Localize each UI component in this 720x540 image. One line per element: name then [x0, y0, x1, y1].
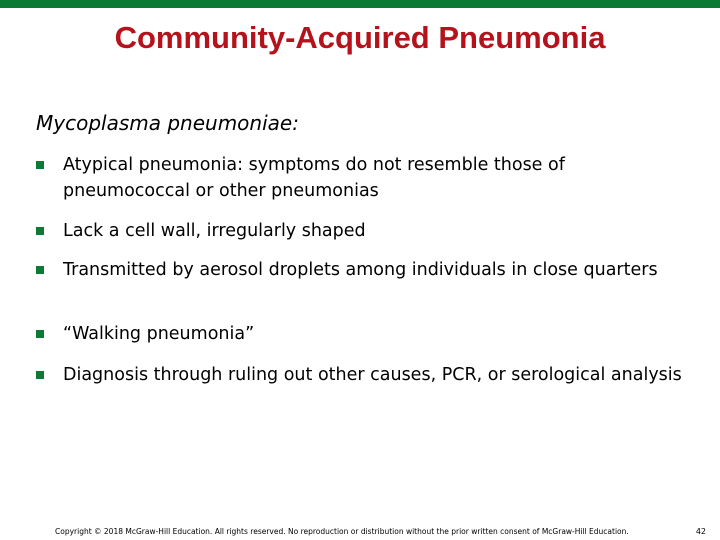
bullet-item [36, 321, 686, 347]
bullet-text: Lack a cell wall, irregularly shaped [63, 221, 366, 241]
square-bullet-icon [36, 227, 44, 235]
bullet-item [36, 152, 686, 204]
slide-title: Community-Acquired Pneumonia [114, 20, 606, 55]
bullet-item [36, 257, 686, 283]
bullet-text: Atypical pneumonia: symptoms do not resemble those of pneumococcal or other pneumonias [63, 155, 565, 201]
bullet-text: “Walking pneumonia” [63, 324, 255, 344]
copyright-notice: Copyright © 2018 McGraw-Hill Education. All rights reserved. No reproduction or distribution without the prior written consent of McGraw-Hill Education. [55, 527, 629, 536]
square-bullet-icon [36, 161, 44, 169]
slide-footer [0, 526, 720, 540]
square-bullet-icon [36, 371, 44, 379]
top-accent-bar [0, 0, 720, 8]
square-bullet-icon [36, 330, 44, 338]
square-bullet-icon [36, 266, 44, 274]
bullet-text: Transmitted by aerosol droplets among individuals in close quarters [63, 260, 658, 280]
slide-subtitle: Mycoplasma pneumoniae: [36, 111, 299, 135]
page-number: 42 [695, 527, 706, 536]
bullet-item [36, 218, 686, 244]
bullet-item [36, 362, 686, 388]
bullet-text: Diagnosis through ruling out other causes, PCR, or serological analysis [63, 365, 682, 385]
